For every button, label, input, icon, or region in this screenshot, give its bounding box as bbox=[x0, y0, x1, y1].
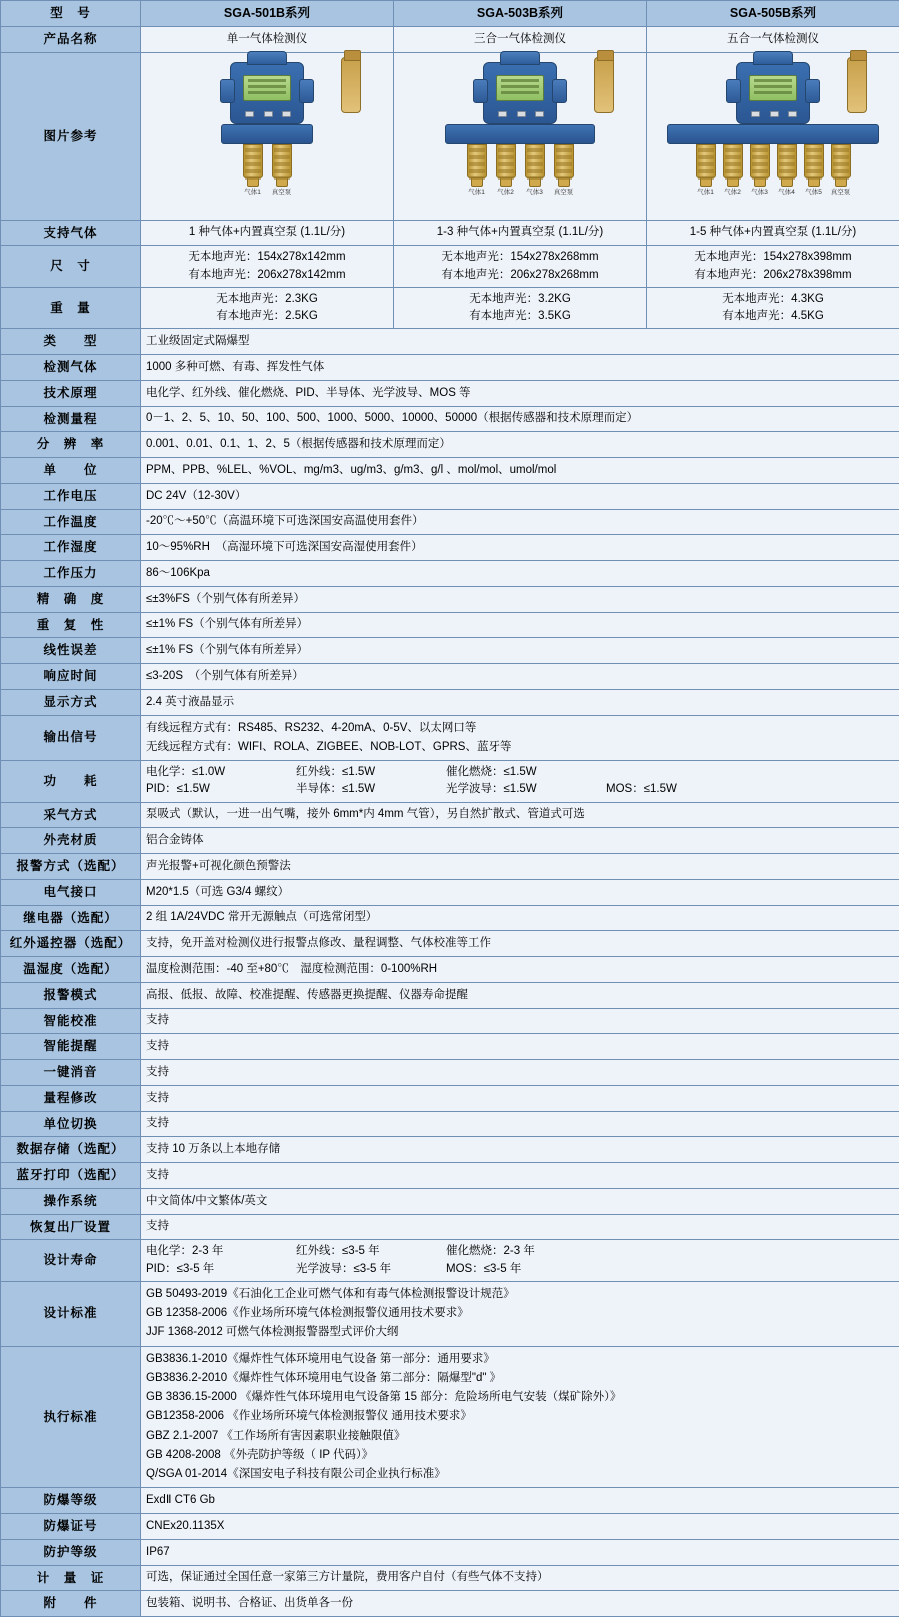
life-infrared: 红外线：≤3-5 年 bbox=[296, 1243, 446, 1260]
row-label-accuracy: 精 确 度 bbox=[1, 586, 141, 612]
power-row-1 bbox=[146, 764, 894, 781]
range-modify-value: 支持 bbox=[141, 1085, 899, 1111]
exec-std-line: Q/SGA 01-2014《深国安电子科技有限公司企业执行标准》 bbox=[146, 1465, 894, 1484]
row-label-work-humid: 工作湿度 bbox=[1, 535, 141, 561]
device-image-505b bbox=[647, 52, 899, 220]
table-row-range bbox=[1, 406, 899, 432]
alarm-mode-value: 高报、低报、故障、校准提醒、传感器更换提醒、仪器寿命提醒 bbox=[141, 982, 899, 1008]
model-501b: SGA-501B系列 bbox=[141, 1, 394, 27]
detector-head-icon bbox=[230, 62, 304, 124]
table-row-output-signal bbox=[1, 715, 899, 761]
table-row-factory-reset bbox=[1, 1214, 899, 1240]
power-semiconductor: 半导体：≤1.5W bbox=[296, 781, 446, 798]
nozzle bbox=[777, 144, 797, 198]
row-label-display: 显示方式 bbox=[1, 689, 141, 715]
size-501b-with-alarm: 有本地声光：206x278x142mm bbox=[146, 267, 388, 284]
row-label-sampling: 采气方式 bbox=[1, 802, 141, 828]
detector-cap-icon bbox=[247, 51, 287, 65]
table-row-work-humid bbox=[1, 535, 899, 561]
repeatability-value: ≤±1% FS（个别气体有所差异） bbox=[141, 612, 899, 638]
nozzle bbox=[467, 144, 487, 198]
os-value: 中文简体/中文繁体/英文 bbox=[141, 1188, 899, 1214]
factory-reset-value: 支持 bbox=[141, 1214, 899, 1240]
table-row-design-life bbox=[1, 1240, 899, 1282]
row-label-os: 操作系统 bbox=[1, 1188, 141, 1214]
size-505b bbox=[647, 246, 899, 288]
support-gas-505b: 1-5 种气体+内置真空泵 (1.1L/分) bbox=[647, 220, 899, 246]
detector-head-icon bbox=[736, 62, 810, 124]
row-label-range-modify: 量程修改 bbox=[1, 1085, 141, 1111]
table-row-weight bbox=[1, 287, 899, 329]
table-row-image-reference bbox=[1, 52, 899, 220]
accessory-value: 包装箱、说明书、合格证、出货单各一份 bbox=[141, 1591, 899, 1617]
sensor-cylinder-icon bbox=[594, 57, 614, 113]
support-gas-501b: 1 种气体+内置真空泵 (1.1L/分) bbox=[141, 220, 394, 246]
nozzle bbox=[750, 144, 770, 198]
output-wireless: 无线远程方式有：WIFI、ROLA、ZIGBEE、NOB-LOT、GPRS、蓝牙等 bbox=[146, 738, 894, 757]
weight-501b-no-alarm: 无本地声光：2.3KG bbox=[146, 291, 388, 308]
nozzle-group-501b bbox=[197, 144, 337, 198]
support-gas-503b: 1-3 种气体+内置真空泵 (1.1L/分) bbox=[394, 220, 647, 246]
table-row-smart-reminder bbox=[1, 1034, 899, 1060]
table-row-data-storage bbox=[1, 1137, 899, 1163]
nozzle-group-503b bbox=[430, 144, 610, 198]
unit-switch-value: 支持 bbox=[141, 1111, 899, 1137]
row-label-weight: 重 量 bbox=[1, 287, 141, 329]
weight-501b bbox=[141, 287, 394, 329]
table-row-ip-grade bbox=[1, 1539, 899, 1565]
response-time-value: ≤3-20S （个别气体有所差异） bbox=[141, 664, 899, 690]
table-row-display bbox=[1, 689, 899, 715]
row-label-ip-grade: 防护等级 bbox=[1, 1539, 141, 1565]
row-label-resolution: 分 辨 率 bbox=[1, 432, 141, 458]
nozzle-label: 气体5 bbox=[804, 188, 824, 198]
row-label-exec-standard: 执行标准 bbox=[1, 1346, 141, 1488]
size-505b-no-alarm: 无本地声光：154x278x398mm bbox=[652, 249, 894, 266]
nozzle-label: 真空泵 bbox=[831, 188, 851, 198]
manifold-base-icon bbox=[221, 124, 313, 144]
display-value: 2.4 英寸液晶显示 bbox=[141, 689, 899, 715]
nozzle-group-505b bbox=[658, 144, 888, 198]
life-catalytic: 催化燃烧：2-3 年 bbox=[446, 1243, 606, 1260]
row-label-model: 型 号 bbox=[1, 1, 141, 27]
row-label-alarm-way: 报警方式（选配） bbox=[1, 854, 141, 880]
work-humid-value: 10～95%RH （高湿环境下可选深国安高湿使用套件） bbox=[141, 535, 899, 561]
size-503b bbox=[394, 246, 647, 288]
table-row-metrology-cert bbox=[1, 1565, 899, 1591]
exec-std-line: GBZ 2.1-2007 《工作场所有害因素职业接触限值》 bbox=[146, 1427, 894, 1446]
row-label-accessory: 附 件 bbox=[1, 1591, 141, 1617]
nozzle-label: 气体4 bbox=[777, 188, 797, 198]
life-pid: PID：≤3-5 年 bbox=[146, 1261, 296, 1278]
row-label-size: 尺 寸 bbox=[1, 246, 141, 288]
detector-cap-icon bbox=[500, 51, 540, 65]
row-label-repeatability: 重 复 性 bbox=[1, 612, 141, 638]
table-row-smart-calibration bbox=[1, 1008, 899, 1034]
power-pid: PID：≤1.5W bbox=[146, 781, 296, 798]
table-row-repeatability bbox=[1, 612, 899, 638]
table-row-bluetooth-print bbox=[1, 1163, 899, 1189]
model-505b: SGA-505B系列 bbox=[647, 1, 899, 27]
weight-501b-with-alarm: 有本地声光：2.5KG bbox=[146, 308, 388, 325]
detect-gas-value: 1000 多种可燃、有毒、挥发性气体 bbox=[141, 355, 899, 381]
nozzle bbox=[525, 144, 545, 198]
weight-503b-no-alarm: 无本地声光：3.2KG bbox=[399, 291, 641, 308]
power-infrared: 红外线：≤1.5W bbox=[296, 764, 446, 781]
row-label-power-consumption: 功 耗 bbox=[1, 761, 141, 803]
ip-grade-value: IP67 bbox=[141, 1539, 899, 1565]
nozzle-label: 气体3 bbox=[750, 188, 770, 198]
table-row-os bbox=[1, 1188, 899, 1214]
size-503b-with-alarm: 有本地声光：206x278x268mm bbox=[399, 267, 641, 284]
nozzle bbox=[272, 144, 292, 198]
smart-reminder-value: 支持 bbox=[141, 1034, 899, 1060]
manifold-base-icon bbox=[445, 124, 595, 144]
table-row-range-modify bbox=[1, 1085, 899, 1111]
table-row-temp-humid bbox=[1, 957, 899, 983]
table-row-tech-principle bbox=[1, 380, 899, 406]
row-label-smart-calibration: 智能校准 bbox=[1, 1008, 141, 1034]
nozzle-label: 气体2 bbox=[723, 188, 743, 198]
detector-screen-icon bbox=[496, 75, 544, 101]
shell-material-value: 铝合金铸体 bbox=[141, 828, 899, 854]
row-label-temp-humid: 温湿度（选配） bbox=[1, 957, 141, 983]
table-row-support-gas bbox=[1, 220, 899, 246]
electric-port-value: M20*1.5（可选 G3/4 螺纹） bbox=[141, 879, 899, 905]
row-label-product-name: 产品名称 bbox=[1, 26, 141, 52]
weight-505b bbox=[647, 287, 899, 329]
life-electrochem: 电化学：2-3 年 bbox=[146, 1243, 296, 1260]
resolution-value: 0.001、0.01、0.1、1、2、5（根据传感器和技术原理而定） bbox=[141, 432, 899, 458]
nozzle bbox=[243, 144, 263, 198]
ir-remote-value: 支持，免开盖对检测仪进行报警点修改、量程调整、气体校准等工作 bbox=[141, 931, 899, 957]
detector-screen-icon bbox=[243, 75, 291, 101]
data-storage-value: 支持 10 万条以上本地存储 bbox=[141, 1137, 899, 1163]
row-label-metrology-cert: 计 量 证 bbox=[1, 1565, 141, 1591]
work-temp-value: -20℃～+50℃（高温环境下可选深国安高温使用套件） bbox=[141, 509, 899, 535]
table-row-response-time bbox=[1, 664, 899, 690]
output-wired: 有线远程方式有：RS485、RS232、4-20mA、0-5V、以太网口等 bbox=[146, 719, 894, 738]
nozzle-label: 气体1 bbox=[467, 188, 487, 198]
temp-humid-value: 温度检测范围：-40 至+80℃ 湿度检测范围：0-100%RH bbox=[141, 957, 899, 983]
row-label-unit-switch: 单位切换 bbox=[1, 1111, 141, 1137]
relay-value: 2 组 1A/24VDC 常开无源触点（可选常闭型） bbox=[141, 905, 899, 931]
device-image-501b bbox=[141, 52, 394, 220]
nozzle-label: 气体1 bbox=[243, 188, 263, 198]
design-std-line: JJF 1368-2012 可燃气体检测报警器型式评价大纲 bbox=[146, 1323, 894, 1342]
unit-value: PPM、PPB、%LEL、%VOL、mg/m3、ug/m3、g/m3、g/l 、mol/mol、umol/mol bbox=[141, 458, 899, 484]
voltage-value: DC 24V（12-30V） bbox=[141, 483, 899, 509]
power-electrochem: 电化学：≤1.0W bbox=[146, 764, 296, 781]
one-key-mute-value: 支持 bbox=[141, 1060, 899, 1086]
size-501b-no-alarm: 无本地声光：154x278x142mm bbox=[146, 249, 388, 266]
smart-calibration-value: 支持 bbox=[141, 1008, 899, 1034]
row-label-electric-port: 电气接口 bbox=[1, 879, 141, 905]
ex-cert-value: CNEx20.1135X bbox=[141, 1514, 899, 1540]
row-label-ex-cert: 防爆证号 bbox=[1, 1514, 141, 1540]
table-row-alarm-mode bbox=[1, 982, 899, 1008]
row-label-smart-reminder: 智能提醒 bbox=[1, 1034, 141, 1060]
row-label-shell-material: 外壳材质 bbox=[1, 828, 141, 854]
power-row-2 bbox=[146, 781, 894, 798]
design-life-value bbox=[141, 1240, 899, 1282]
exec-standard-value bbox=[141, 1346, 899, 1488]
row-label-support-gas: 支持气体 bbox=[1, 220, 141, 246]
row-label-image-reference: 图片参考 bbox=[1, 52, 141, 220]
table-row-alarm-way bbox=[1, 854, 899, 880]
exec-std-line: GB 3836.15-2000 《爆炸性气体环境用电气设备第 15 部分：危险场所电气安装（煤矿除外）》 bbox=[146, 1388, 894, 1407]
nozzle bbox=[554, 144, 574, 198]
row-label-one-key-mute: 一键消音 bbox=[1, 1060, 141, 1086]
row-label-ir-remote: 红外遥控器（选配） bbox=[1, 931, 141, 957]
nozzle bbox=[696, 144, 716, 198]
table-row-exec-standard bbox=[1, 1346, 899, 1488]
tech-principle-value: 电化学、红外线、催化燃烧、PID、半导体、光学波导、MOS 等 bbox=[141, 380, 899, 406]
table-row-voltage bbox=[1, 483, 899, 509]
table-row-model bbox=[1, 1, 899, 27]
power-consumption-value bbox=[141, 761, 899, 803]
table-row-detect-gas bbox=[1, 355, 899, 381]
work-press-value: 86～106Kpa bbox=[141, 561, 899, 587]
product-name-505b: 五合一气体检测仪 bbox=[647, 26, 899, 52]
life-mos: MOS：≤3-5 年 bbox=[446, 1261, 606, 1278]
power-catalytic: 催化燃烧：≤1.5W bbox=[446, 764, 606, 781]
row-label-design-standard: 设计标准 bbox=[1, 1281, 141, 1346]
row-label-ex-grade: 防爆等级 bbox=[1, 1488, 141, 1514]
linear-error-value: ≤±1% FS（个别气体有所差异） bbox=[141, 638, 899, 664]
nozzle-label: 真空泵 bbox=[554, 188, 574, 198]
table-row-one-key-mute bbox=[1, 1060, 899, 1086]
design-std-line: GB 50493-2019《石油化工企业可燃气体和有毒气体检测报警设计规范》 bbox=[146, 1285, 894, 1304]
nozzle-label: 气体1 bbox=[696, 188, 716, 198]
life-blank-1 bbox=[606, 1243, 726, 1260]
size-505b-with-alarm: 有本地声光：206x278x398mm bbox=[652, 267, 894, 284]
sampling-value: 泵吸式（默认，一进一出气嘴，接外 6mm*内 4mm 气管），另自然扩散式、管道式可选 bbox=[141, 802, 899, 828]
detector-screen-icon bbox=[749, 75, 797, 101]
table-row-ex-grade bbox=[1, 1488, 899, 1514]
range-value: 0－1、2、5、10、50、100、500、1000、5000、10000、50000（根据传感器和技术原理而定） bbox=[141, 406, 899, 432]
design-life-row-2 bbox=[146, 1261, 894, 1278]
nozzle bbox=[804, 144, 824, 198]
table-row-size bbox=[1, 246, 899, 288]
life-blank-2 bbox=[606, 1261, 726, 1278]
row-label-bluetooth-print: 蓝牙打印（选配） bbox=[1, 1163, 141, 1189]
table-row-work-temp bbox=[1, 509, 899, 535]
table-row-sampling bbox=[1, 802, 899, 828]
exec-std-line: GB3836.2-2010《爆炸性气体环境用电气设备 第二部分：隔爆型"d" 》 bbox=[146, 1369, 894, 1388]
exec-std-line: GB3836.1-2010《爆炸性气体环境用电气设备 第一部分：通用要求》 bbox=[146, 1350, 894, 1369]
table-row-design-standard bbox=[1, 1281, 899, 1346]
weight-503b-with-alarm: 有本地声光：3.5KG bbox=[399, 308, 641, 325]
design-standard-value bbox=[141, 1281, 899, 1346]
nozzle-label: 气体2 bbox=[496, 188, 516, 198]
row-label-design-life: 设计寿命 bbox=[1, 1240, 141, 1282]
row-label-response-time: 响应时间 bbox=[1, 664, 141, 690]
accuracy-value: ≤±3%FS（个别气体有所差异） bbox=[141, 586, 899, 612]
detector-buttons-icon bbox=[751, 111, 797, 117]
table-row-category bbox=[1, 329, 899, 355]
detector-cap-icon bbox=[753, 51, 793, 65]
category-value: 工业级固定式隔爆型 bbox=[141, 329, 899, 355]
row-label-work-temp: 工作温度 bbox=[1, 509, 141, 535]
exec-std-line: GB 4208-2008 《外壳防护等级（ IP 代码）》 bbox=[146, 1446, 894, 1465]
nozzle-label: 真空泵 bbox=[272, 188, 292, 198]
ex-grade-value: ExdⅡ CT6 Gb bbox=[141, 1488, 899, 1514]
sensor-cylinder-icon bbox=[847, 57, 867, 113]
nozzle-label: 气体3 bbox=[525, 188, 545, 198]
device-image-503b bbox=[394, 52, 647, 220]
row-label-alarm-mode: 报警模式 bbox=[1, 982, 141, 1008]
row-label-output-signal: 输出信号 bbox=[1, 715, 141, 761]
table-row-work-press bbox=[1, 561, 899, 587]
row-label-tech-principle: 技术原理 bbox=[1, 380, 141, 406]
output-signal-value bbox=[141, 715, 899, 761]
design-std-line: GB 12358-2006《作业场所环境气体检测报警仪通用技术要求》 bbox=[146, 1304, 894, 1323]
table-row-ex-cert bbox=[1, 1514, 899, 1540]
model-503b: SGA-503B系列 bbox=[394, 1, 647, 27]
table-row-relay bbox=[1, 905, 899, 931]
sensor-cylinder-icon bbox=[341, 57, 361, 113]
table-row-power-consumption bbox=[1, 761, 899, 803]
row-label-data-storage: 数据存储（选配） bbox=[1, 1137, 141, 1163]
row-label-linear-error: 线性误差 bbox=[1, 638, 141, 664]
weight-503b bbox=[394, 287, 647, 329]
nozzle bbox=[723, 144, 743, 198]
size-503b-no-alarm: 无本地声光：154x278x268mm bbox=[399, 249, 641, 266]
row-label-category: 类 型 bbox=[1, 329, 141, 355]
row-label-unit: 单 位 bbox=[1, 458, 141, 484]
life-optical-waveguide: 光学波导：≤3-5 年 bbox=[296, 1261, 446, 1278]
metrology-cert-value: 可选，保证通过全国任意一家第三方计量院，费用客户自付（有些气体不支持） bbox=[141, 1565, 899, 1591]
size-501b bbox=[141, 246, 394, 288]
nozzle bbox=[496, 144, 516, 198]
row-label-voltage: 工作电压 bbox=[1, 483, 141, 509]
table-row-unit-switch bbox=[1, 1111, 899, 1137]
bluetooth-print-value: 支持 bbox=[141, 1163, 899, 1189]
exec-std-line: GB12358-2006 《作业场所环境气体检测报警仪 通用技术要求》 bbox=[146, 1407, 894, 1426]
table-row-shell-material bbox=[1, 828, 899, 854]
table-row-product-name bbox=[1, 26, 899, 52]
table-row-ir-remote bbox=[1, 931, 899, 957]
row-label-relay: 继电器（选配） bbox=[1, 905, 141, 931]
table-row-resolution bbox=[1, 432, 899, 458]
row-label-range: 检测量程 bbox=[1, 406, 141, 432]
row-label-factory-reset: 恢复出厂设置 bbox=[1, 1214, 141, 1240]
alarm-way-value: 声光报警+可视化颜色预警法 bbox=[141, 854, 899, 880]
nozzle bbox=[831, 144, 851, 198]
table-row-electric-port bbox=[1, 879, 899, 905]
design-life-row-1 bbox=[146, 1243, 894, 1260]
power-blank-1 bbox=[606, 764, 726, 781]
detector-buttons-icon bbox=[498, 111, 544, 117]
weight-505b-with-alarm: 有本地声光：4.5KG bbox=[652, 308, 894, 325]
row-label-work-press: 工作压力 bbox=[1, 561, 141, 587]
detector-head-icon bbox=[483, 62, 557, 124]
detector-buttons-icon bbox=[245, 111, 291, 117]
row-label-detect-gas: 检测气体 bbox=[1, 355, 141, 381]
weight-505b-no-alarm: 无本地声光：4.3KG bbox=[652, 291, 894, 308]
power-optical-waveguide: 光学波导：≤1.5W bbox=[446, 781, 606, 798]
product-name-503b: 三合一气体检测仪 bbox=[394, 26, 647, 52]
product-name-501b: 单一气体检测仪 bbox=[141, 26, 394, 52]
manifold-base-icon bbox=[667, 124, 879, 144]
table-row-unit bbox=[1, 458, 899, 484]
table-row-linear-error bbox=[1, 638, 899, 664]
table-row-accessory bbox=[1, 1591, 899, 1617]
power-mos: MOS：≤1.5W bbox=[606, 781, 726, 798]
table-row-accuracy bbox=[1, 586, 899, 612]
